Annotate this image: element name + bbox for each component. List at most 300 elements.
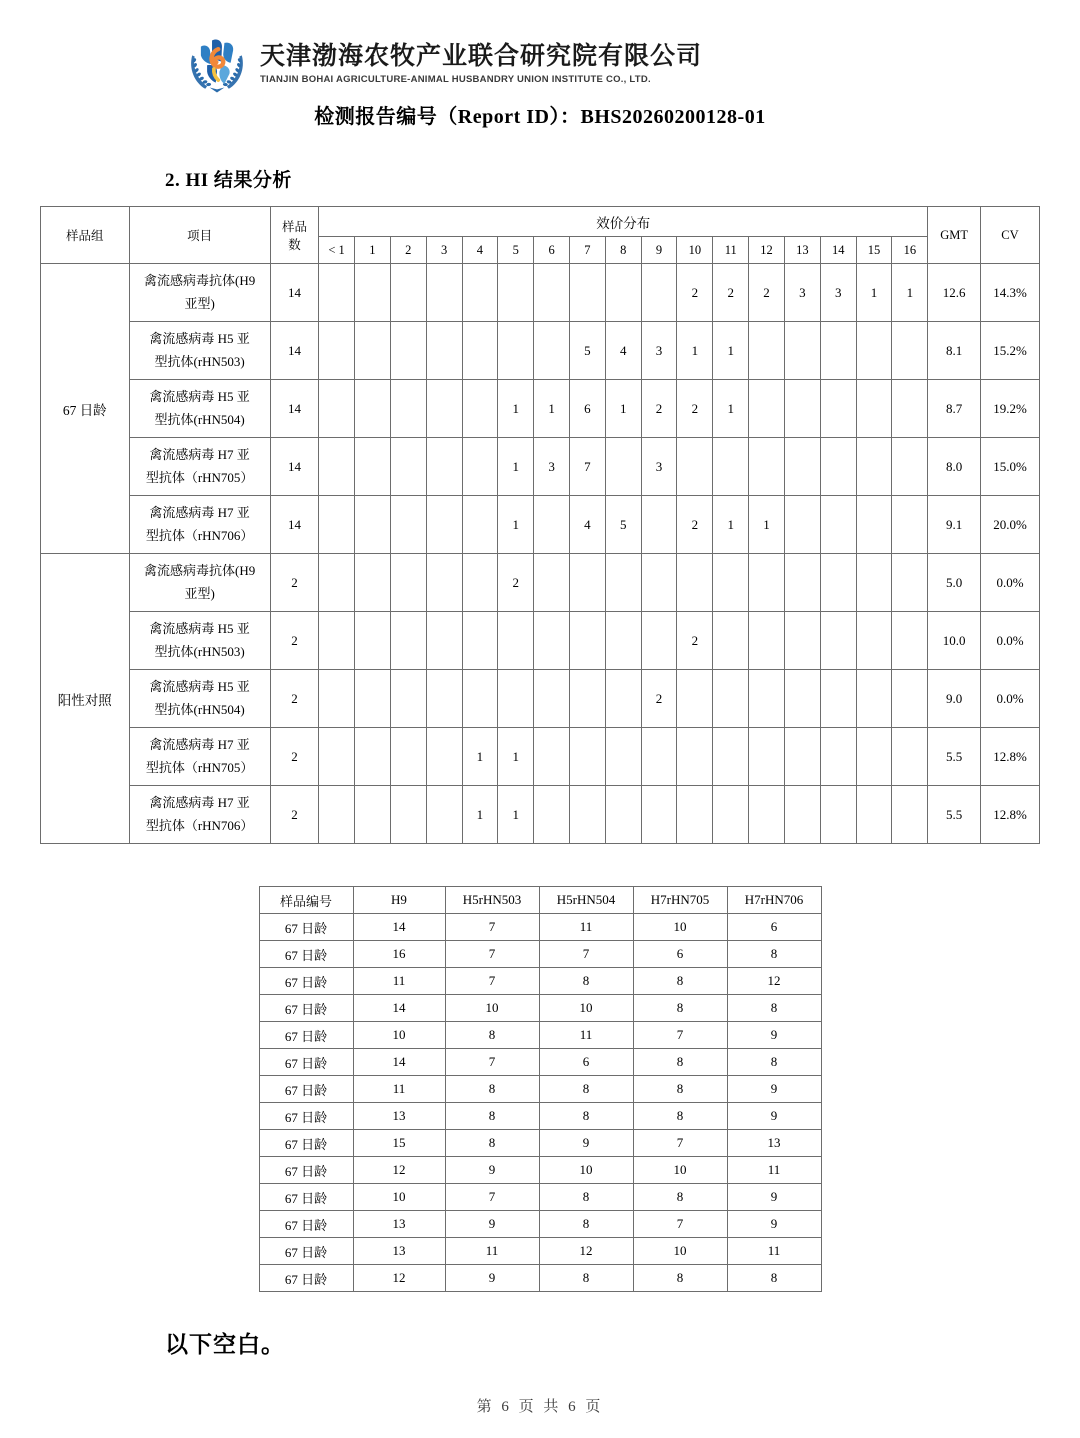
hi-titer-cell-15 xyxy=(856,496,892,554)
raw-cell-2: 7 xyxy=(445,914,539,941)
hi-titer-cell-8: 1 xyxy=(605,380,641,438)
hi-item-line2: 亚型) xyxy=(184,585,215,601)
raw-table-body xyxy=(259,914,821,1292)
hi-titer-cell-4 xyxy=(462,496,498,554)
hi-titer-cell-13 xyxy=(784,496,820,554)
hi-titer-cell-3 xyxy=(426,554,462,612)
raw-table-row xyxy=(259,1265,821,1292)
hi-cv-cell: 0.0% xyxy=(980,612,1039,670)
hi-titer-cell-11: 1 xyxy=(713,380,749,438)
raw-cell-1: 12 xyxy=(353,1157,445,1184)
hi-gmt-cell: 10.0 xyxy=(928,612,981,670)
hi-titer-cell-7: 4 xyxy=(569,496,605,554)
hi-titer-cell-14 xyxy=(820,728,856,786)
hi-titer-col-0: < 1 xyxy=(319,237,355,264)
raw-cell-4: 7 xyxy=(633,1130,727,1157)
raw-cell-0: 67 日龄 xyxy=(259,941,353,968)
raw-cell-0: 67 日龄 xyxy=(259,1157,353,1184)
hi-titer-cell-10: 2 xyxy=(677,612,713,670)
hi-titer-cell-2 xyxy=(390,554,426,612)
hi-titer-cell-2 xyxy=(390,728,426,786)
hi-titer-cell-10 xyxy=(677,554,713,612)
hi-titer-cell-0 xyxy=(319,380,355,438)
hi-sample-count-cell: 14 xyxy=(270,496,318,554)
raw-cell-2: 8 xyxy=(445,1022,539,1049)
hi-titer-col-2: 2 xyxy=(390,237,426,264)
hi-sample-count-cell: 14 xyxy=(270,264,318,322)
hi-titer-cell-6 xyxy=(534,728,570,786)
hi-titer-cell-5: 1 xyxy=(498,786,534,844)
raw-cell-4: 8 xyxy=(633,1049,727,1076)
hi-titer-cell-10 xyxy=(677,670,713,728)
hi-table-row xyxy=(41,264,1040,322)
hi-titer-col-8: 8 xyxy=(605,237,641,264)
hi-titer-cell-14 xyxy=(820,438,856,496)
hi-table-row xyxy=(41,554,1040,612)
hi-titer-cell-9: 3 xyxy=(641,438,677,496)
hi-titer-cell-5: 1 xyxy=(498,438,534,496)
hi-titer-cell-2 xyxy=(390,380,426,438)
hi-item-cell xyxy=(129,670,270,728)
hi-titer-cell-11 xyxy=(713,670,749,728)
hi-titer-cell-11: 1 xyxy=(713,496,749,554)
hi-titer-cell-12 xyxy=(749,786,785,844)
hi-titer-cell-5 xyxy=(498,670,534,728)
raw-cell-0: 67 日龄 xyxy=(259,1049,353,1076)
hi-cv-cell: 0.0% xyxy=(980,554,1039,612)
raw-cell-1: 16 xyxy=(353,941,445,968)
hi-titer-cell-6: 3 xyxy=(534,438,570,496)
raw-cell-3: 8 xyxy=(539,968,633,995)
hi-titer-cell-16: 1 xyxy=(892,264,928,322)
hi-item-line2: 型抗体(rHN503) xyxy=(154,643,245,659)
hi-titer-cell-3 xyxy=(426,496,462,554)
hi-titer-cell-3 xyxy=(426,786,462,844)
hi-item-line2: 型抗体（rHN706） xyxy=(145,817,254,833)
hi-item-line1: 禽流感病毒 H7 亚 xyxy=(149,446,250,462)
hi-titer-cell-0 xyxy=(319,728,355,786)
raw-cell-4: 8 xyxy=(633,1184,727,1211)
hi-titer-cell-10: 2 xyxy=(677,264,713,322)
raw-cell-0: 67 日龄 xyxy=(259,968,353,995)
hi-titer-col-7: 7 xyxy=(569,237,605,264)
hi-titer-cell-16 xyxy=(892,670,928,728)
raw-table-row xyxy=(259,1211,821,1238)
hi-titer-cell-2 xyxy=(390,670,426,728)
hi-item-line1: 禽流感病毒抗体(H9 xyxy=(144,562,256,578)
hi-titer-cell-10: 2 xyxy=(677,380,713,438)
hi-titer-cell-8 xyxy=(605,728,641,786)
raw-cell-3: 8 xyxy=(539,1211,633,1238)
raw-cell-5: 9 xyxy=(727,1184,821,1211)
raw-cell-4: 8 xyxy=(633,995,727,1022)
raw-table-row xyxy=(259,1076,821,1103)
raw-cell-4: 6 xyxy=(633,941,727,968)
hi-titer-cell-16 xyxy=(892,554,928,612)
hi-col-distribution: 效价分布 xyxy=(319,207,928,237)
hi-titer-cell-4: 1 xyxy=(462,728,498,786)
raw-cell-0: 67 日龄 xyxy=(259,1238,353,1265)
hi-titer-cell-4 xyxy=(462,380,498,438)
hi-item-cell xyxy=(129,786,270,844)
page-indicator: 第 6 页 共 6 页 xyxy=(476,1399,604,1415)
hi-gmt-cell: 9.0 xyxy=(928,670,981,728)
raw-cell-4: 8 xyxy=(633,1076,727,1103)
hi-titer-cell-16 xyxy=(892,438,928,496)
hi-titer-cell-3 xyxy=(426,670,462,728)
hi-item-line1: 禽流感病毒 H5 亚 xyxy=(149,388,250,404)
hi-titer-cell-7 xyxy=(569,612,605,670)
hi-titer-cell-8: 5 xyxy=(605,496,641,554)
hi-gmt-cell: 8.7 xyxy=(928,380,981,438)
hi-titer-cell-0 xyxy=(319,322,355,380)
hi-titer-cell-12 xyxy=(749,612,785,670)
hi-table-row xyxy=(41,496,1040,554)
hi-item-cell xyxy=(129,264,270,322)
hi-titer-col-4: 4 xyxy=(462,237,498,264)
raw-cell-5: 8 xyxy=(727,1265,821,1292)
hi-titer-cell-6 xyxy=(534,786,570,844)
hi-titer-cell-5: 1 xyxy=(498,496,534,554)
hi-titer-cell-15 xyxy=(856,322,892,380)
hi-sample-count-cell: 2 xyxy=(270,612,318,670)
hi-titer-col-15: 15 xyxy=(856,237,892,264)
hi-item-cell xyxy=(129,612,270,670)
hi-gmt-cell: 5.5 xyxy=(928,728,981,786)
hi-titer-cell-16 xyxy=(892,380,928,438)
raw-sample-table xyxy=(259,886,822,1292)
hi-titer-cell-16 xyxy=(892,612,928,670)
raw-table-row xyxy=(259,1103,821,1130)
hi-titer-cell-5 xyxy=(498,322,534,380)
hi-titer-cell-15 xyxy=(856,612,892,670)
hi-sample-count-cell: 2 xyxy=(270,554,318,612)
hi-titer-cell-11 xyxy=(713,786,749,844)
raw-cell-3: 8 xyxy=(539,1076,633,1103)
raw-table-row xyxy=(259,1022,821,1049)
hi-item-cell xyxy=(129,496,270,554)
raw-header-cell-0: 样品编号 xyxy=(259,887,353,914)
hi-table-row xyxy=(41,322,1040,380)
hi-table-row xyxy=(41,728,1040,786)
hi-titer-cell-2 xyxy=(390,612,426,670)
raw-cell-5: 9 xyxy=(727,1103,821,1130)
raw-cell-2: 9 xyxy=(445,1265,539,1292)
raw-cell-3: 12 xyxy=(539,1238,633,1265)
raw-cell-1: 11 xyxy=(353,968,445,995)
raw-cell-5: 9 xyxy=(727,1076,821,1103)
hi-item-line2: 型抗体（rHN706） xyxy=(145,527,254,543)
hi-titer-cell-3 xyxy=(426,612,462,670)
raw-header-cell-2: H5rHN503 xyxy=(445,887,539,914)
hi-titer-cell-1 xyxy=(355,264,391,322)
hi-sample-count-cell: 14 xyxy=(270,322,318,380)
hi-table-row xyxy=(41,786,1040,844)
hi-titer-cell-6 xyxy=(534,322,570,380)
hi-gmt-cell: 5.5 xyxy=(928,786,981,844)
raw-cell-3: 11 xyxy=(539,914,633,941)
hi-titer-cell-6 xyxy=(534,554,570,612)
hi-titer-cell-12 xyxy=(749,728,785,786)
hi-titer-cell-8 xyxy=(605,264,641,322)
raw-cell-5: 9 xyxy=(727,1211,821,1238)
hi-titer-cell-11: 1 xyxy=(713,322,749,380)
raw-cell-4: 8 xyxy=(633,1265,727,1292)
hi-cv-cell: 12.8% xyxy=(980,786,1039,844)
raw-cell-0: 67 日龄 xyxy=(259,1211,353,1238)
raw-cell-1: 11 xyxy=(353,1076,445,1103)
hi-titer-cell-8 xyxy=(605,786,641,844)
raw-cell-3: 8 xyxy=(539,1265,633,1292)
hi-titer-cell-7 xyxy=(569,670,605,728)
hi-titer-cell-14 xyxy=(820,496,856,554)
hi-titer-cell-8 xyxy=(605,438,641,496)
raw-cell-2: 9 xyxy=(445,1157,539,1184)
raw-cell-4: 10 xyxy=(633,914,727,941)
raw-cell-5: 9 xyxy=(727,1022,821,1049)
hi-titer-cell-4 xyxy=(462,264,498,322)
raw-cell-3: 6 xyxy=(539,1049,633,1076)
hi-titer-cell-4 xyxy=(462,670,498,728)
hi-table-row xyxy=(41,612,1040,670)
raw-cell-5: 8 xyxy=(727,995,821,1022)
letterhead xyxy=(0,0,1080,86)
hi-titer-cell-7: 5 xyxy=(569,322,605,380)
hi-titer-cell-3 xyxy=(426,728,462,786)
hi-titer-cell-13 xyxy=(784,670,820,728)
hi-titer-cell-0 xyxy=(319,670,355,728)
hi-titer-cell-16 xyxy=(892,786,928,844)
hi-col-sample-count xyxy=(270,207,318,264)
raw-header-cell-5: H7rHN706 xyxy=(727,887,821,914)
hi-titer-cell-16 xyxy=(892,728,928,786)
raw-cell-1: 10 xyxy=(353,1184,445,1211)
raw-header-cell-4: H7rHN705 xyxy=(633,887,727,914)
hi-titer-cell-7: 6 xyxy=(569,380,605,438)
hi-titer-cell-2 xyxy=(390,438,426,496)
hi-titer-cell-6: 1 xyxy=(534,380,570,438)
hi-table-container xyxy=(0,206,1080,844)
hi-sample-count-cell: 14 xyxy=(270,380,318,438)
hi-col-cv: CV xyxy=(980,207,1039,264)
hi-titer-cell-12 xyxy=(749,438,785,496)
hi-titer-cell-14 xyxy=(820,554,856,612)
raw-cell-4: 8 xyxy=(633,968,727,995)
raw-cell-5: 13 xyxy=(727,1130,821,1157)
hi-item-line1: 禽流感病毒 H5 亚 xyxy=(149,678,250,694)
raw-cell-2: 8 xyxy=(445,1130,539,1157)
hi-titer-cell-16 xyxy=(892,496,928,554)
raw-header-cell-3: H5rHN504 xyxy=(539,887,633,914)
raw-cell-3: 9 xyxy=(539,1130,633,1157)
hi-titer-cell-13 xyxy=(784,554,820,612)
raw-cell-4: 10 xyxy=(633,1157,727,1184)
hi-titer-cell-6 xyxy=(534,496,570,554)
hi-table-head xyxy=(41,207,1040,264)
raw-cell-0: 67 日龄 xyxy=(259,914,353,941)
company-name-en: TIANJIN BOHAI AGRICULTURE-ANIMAL HUSBANDRY UNION INSTITUTE CO., LTD. xyxy=(260,74,651,86)
hi-item-line2: 型抗体（rHN705） xyxy=(145,469,254,485)
raw-cell-0: 67 日龄 xyxy=(259,1103,353,1130)
hi-item-line1: 禽流感病毒 H5 亚 xyxy=(149,330,250,346)
hi-titer-cell-5 xyxy=(498,612,534,670)
hi-titer-cell-11 xyxy=(713,438,749,496)
hi-item-line2: 亚型) xyxy=(184,295,215,311)
hi-sample-count-cell: 2 xyxy=(270,786,318,844)
raw-table-row xyxy=(259,941,821,968)
hi-titer-col-10: 10 xyxy=(677,237,713,264)
hi-titer-cell-15 xyxy=(856,554,892,612)
section-title: 2. HI 结果分析 xyxy=(165,170,292,191)
hi-gmt-cell: 9.1 xyxy=(928,496,981,554)
sample-count-line1: 样品 xyxy=(281,220,307,234)
hi-titer-cell-11 xyxy=(713,612,749,670)
raw-cell-4: 7 xyxy=(633,1022,727,1049)
hi-titer-cell-10 xyxy=(677,728,713,786)
hi-table-body xyxy=(41,264,1040,844)
raw-table-row xyxy=(259,1238,821,1265)
hi-titer-col-6: 6 xyxy=(534,237,570,264)
raw-cell-1: 13 xyxy=(353,1211,445,1238)
hi-titer-cell-12: 1 xyxy=(749,496,785,554)
hi-titer-cell-9: 2 xyxy=(641,380,677,438)
hi-titer-cell-1 xyxy=(355,670,391,728)
company-name-cn: 天津渤海农牧产业联合研究院有限公司 xyxy=(260,41,703,71)
hi-titer-cell-2 xyxy=(390,786,426,844)
hi-titer-cell-10: 2 xyxy=(677,496,713,554)
hi-gmt-cell: 12.6 xyxy=(928,264,981,322)
raw-cell-1: 13 xyxy=(353,1103,445,1130)
hi-titer-cell-5: 2 xyxy=(498,554,534,612)
raw-cell-2: 7 xyxy=(445,968,539,995)
hi-titer-cell-16 xyxy=(892,322,928,380)
raw-cell-2: 11 xyxy=(445,1238,539,1265)
raw-table-row xyxy=(259,1130,821,1157)
hi-item-cell xyxy=(129,554,270,612)
hi-titer-col-3: 3 xyxy=(426,237,462,264)
hi-titer-cell-1 xyxy=(355,554,391,612)
hi-titer-cell-8 xyxy=(605,670,641,728)
hi-titer-cell-4 xyxy=(462,438,498,496)
raw-cell-5: 12 xyxy=(727,968,821,995)
hi-titer-col-14: 14 xyxy=(820,237,856,264)
report-id xyxy=(0,100,1080,129)
hi-item-line2: 型抗体(rHN504) xyxy=(154,411,245,427)
hi-item-cell xyxy=(129,438,270,496)
hi-titer-cell-13 xyxy=(784,786,820,844)
hi-titer-cell-14 xyxy=(820,380,856,438)
hi-titer-cell-15 xyxy=(856,380,892,438)
raw-cell-4: 10 xyxy=(633,1238,727,1265)
hi-item-line2: 型抗体(rHN503) xyxy=(154,353,245,369)
raw-cell-2: 8 xyxy=(445,1076,539,1103)
hi-titer-cell-1 xyxy=(355,612,391,670)
hi-titer-cell-9 xyxy=(641,786,677,844)
hi-titer-cell-12 xyxy=(749,670,785,728)
hi-titer-col-13: 13 xyxy=(784,237,820,264)
raw-cell-4: 8 xyxy=(633,1103,727,1130)
raw-cell-0: 67 日龄 xyxy=(259,1022,353,1049)
hi-titer-cell-9: 2 xyxy=(641,670,677,728)
hi-titer-cell-3 xyxy=(426,264,462,322)
raw-cell-0: 67 日龄 xyxy=(259,995,353,1022)
raw-cell-2: 9 xyxy=(445,1211,539,1238)
hi-results-table xyxy=(40,206,1040,844)
raw-cell-3: 10 xyxy=(539,1157,633,1184)
hi-header-row-1 xyxy=(41,207,1040,237)
raw-table-head xyxy=(259,887,821,914)
hi-item-line1: 禽流感病毒 H7 亚 xyxy=(149,736,250,752)
hi-titer-cell-4 xyxy=(462,554,498,612)
hi-titer-cell-9 xyxy=(641,496,677,554)
hi-titer-cell-9 xyxy=(641,264,677,322)
hi-titer-cell-12 xyxy=(749,380,785,438)
hi-titer-cell-1 xyxy=(355,438,391,496)
hi-titer-cell-11 xyxy=(713,554,749,612)
raw-cell-3: 11 xyxy=(539,1022,633,1049)
company-logo-icon xyxy=(186,33,248,95)
hi-titer-cell-2 xyxy=(390,322,426,380)
hi-table-row xyxy=(41,380,1040,438)
blank-note: 以下空白。 xyxy=(165,1332,285,1358)
hi-titer-cell-7 xyxy=(569,786,605,844)
raw-header-cell-1: H9 xyxy=(353,887,445,914)
hi-titer-cell-13 xyxy=(784,322,820,380)
raw-cell-5: 8 xyxy=(727,941,821,968)
raw-cell-2: 7 xyxy=(445,1184,539,1211)
hi-titer-cell-0 xyxy=(319,786,355,844)
hi-titer-cell-15 xyxy=(856,728,892,786)
hi-titer-cell-8: 4 xyxy=(605,322,641,380)
hi-titer-cell-10 xyxy=(677,438,713,496)
raw-cell-2: 7 xyxy=(445,1049,539,1076)
hi-titer-cell-10: 1 xyxy=(677,322,713,380)
hi-titer-cell-7 xyxy=(569,554,605,612)
raw-cell-2: 7 xyxy=(445,941,539,968)
hi-table-row xyxy=(41,670,1040,728)
raw-table-row xyxy=(259,1049,821,1076)
hi-titer-cell-15 xyxy=(856,670,892,728)
hi-item-line2: 型抗体（rHN705） xyxy=(145,759,254,775)
hi-titer-cell-14 xyxy=(820,322,856,380)
hi-titer-cell-5 xyxy=(498,264,534,322)
hi-titer-cell-1 xyxy=(355,496,391,554)
hi-cv-cell: 14.3% xyxy=(980,264,1039,322)
raw-cell-1: 13 xyxy=(353,1238,445,1265)
hi-titer-cell-3 xyxy=(426,322,462,380)
raw-cell-1: 14 xyxy=(353,1049,445,1076)
raw-cell-1: 14 xyxy=(353,995,445,1022)
hi-titer-cell-4 xyxy=(462,322,498,380)
hi-titer-cell-4: 1 xyxy=(462,786,498,844)
raw-cell-1: 14 xyxy=(353,914,445,941)
hi-titer-cell-3 xyxy=(426,380,462,438)
hi-titer-cell-9: 3 xyxy=(641,322,677,380)
hi-titer-cell-1 xyxy=(355,322,391,380)
raw-cell-3: 8 xyxy=(539,1103,633,1130)
hi-titer-cell-3 xyxy=(426,438,462,496)
hi-sample-count-cell: 2 xyxy=(270,670,318,728)
report-id-label: 检测报告编号（Report ID）： xyxy=(314,106,581,128)
raw-cell-2: 10 xyxy=(445,995,539,1022)
hi-titer-cell-9 xyxy=(641,728,677,786)
raw-table-row xyxy=(259,995,821,1022)
hi-titer-cell-12 xyxy=(749,554,785,612)
raw-table-row xyxy=(259,1157,821,1184)
hi-titer-col-1: 1 xyxy=(355,237,391,264)
hi-sample-count-cell: 2 xyxy=(270,728,318,786)
hi-cv-cell: 15.2% xyxy=(980,322,1039,380)
